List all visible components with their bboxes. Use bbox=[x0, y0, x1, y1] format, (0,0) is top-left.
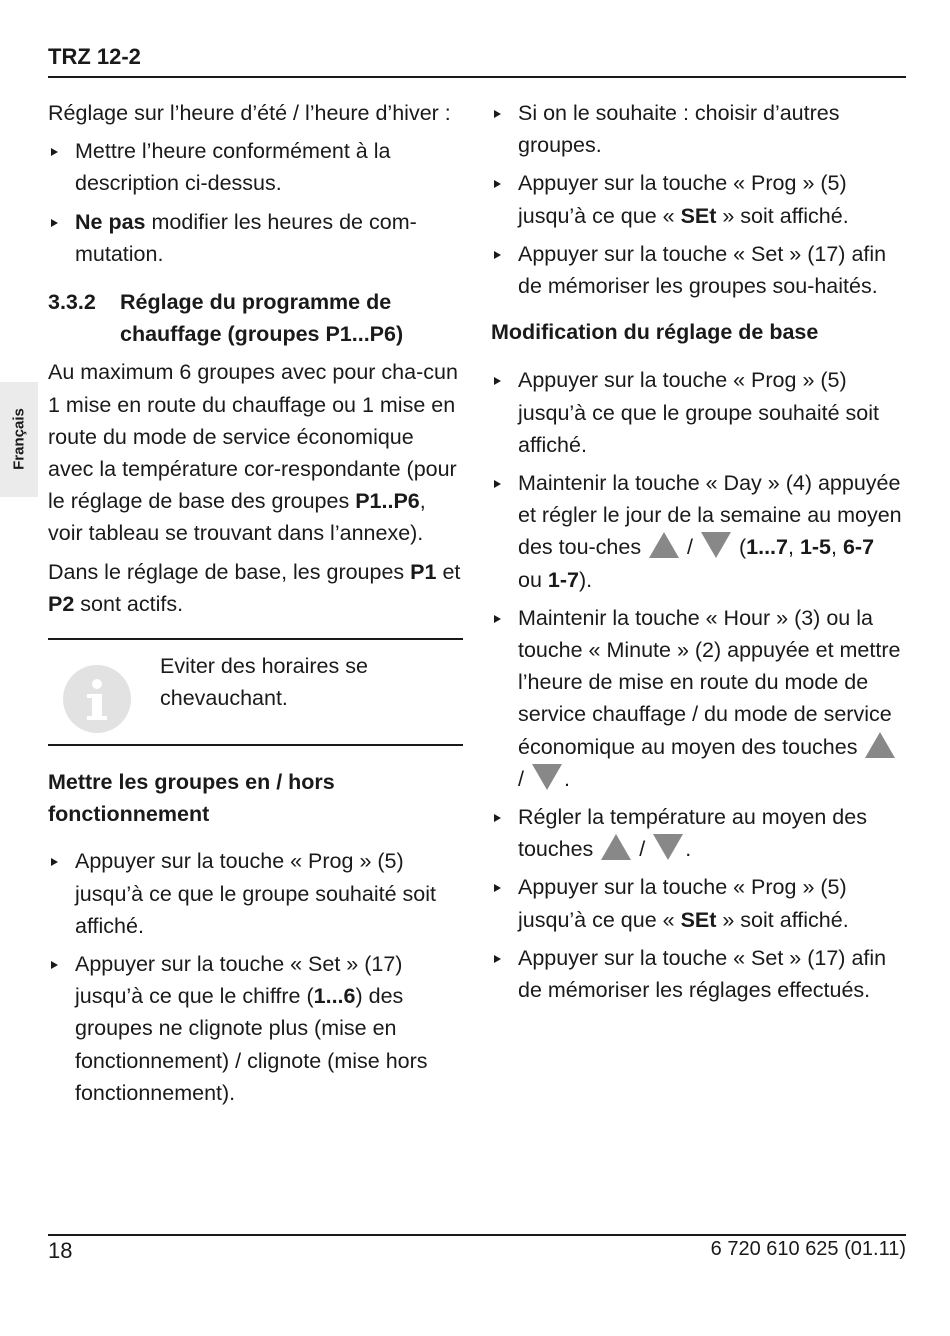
list-item: Mettre l’heure conformément à la description ci-dessus. bbox=[48, 135, 463, 199]
list-item: Si on le souhaite : choisir d’autres groupes. bbox=[491, 97, 903, 161]
document-number: 6 720 610 625 (01.11) bbox=[710, 1238, 906, 1260]
header-rule bbox=[48, 76, 906, 78]
language-tab-label: Français bbox=[10, 408, 28, 470]
list-item: Régler la température au moyen des touches / . bbox=[491, 801, 903, 865]
info-icon bbox=[63, 665, 131, 733]
list-item: Appuyer sur la touche « Set » (17) afin de mémoriser les groupes sou-haités. bbox=[491, 238, 903, 302]
list-item: Maintenir la touche « Day » (4) appuyée et régler le jour de la semaine au moyen des tou-ches / (1...7, 1-5, 6-7 ou 1-7). bbox=[491, 467, 903, 596]
right-column bbox=[491, 97, 903, 1012]
list-item: Appuyer sur la touche « Set » (17) afin de mémoriser les réglages effectués. bbox=[491, 942, 903, 1006]
paragraph: Au maximum 6 groupes avec pour cha-cun 1 mise en route du chauffage ou 1 mise en route du mode de service économique avec la température cor-respondante (pour le réglage de base des groupes P1..P6, voir tableau se trouvant dans l’annexe). bbox=[48, 360, 458, 546]
list-item: Ne pas modifier les heures de com-mutation. bbox=[48, 206, 463, 270]
arrow-down-icon bbox=[653, 834, 683, 860]
header-title: TRZ 12-2 bbox=[48, 44, 141, 69]
arrow-up-icon bbox=[649, 532, 679, 558]
page-number: 18 bbox=[48, 1238, 73, 1263]
list-item: Appuyer sur la touche « Prog » (5) jusqu’à ce que le groupe souhaité soit affiché. bbox=[48, 845, 463, 942]
list-item: Maintenir la touche « Hour » (3) ou la touche « Minute » (2) appuyée et mettre l’heure de mise en route du mode de service chauffage / du mode de service économique au moyen des touches / . bbox=[491, 602, 903, 795]
footer-rule bbox=[48, 1234, 906, 1236]
subheading: Mettre les groupes en / hors fonctionnement bbox=[48, 770, 335, 827]
intro-text: Réglage sur l’heure d’été / l’heure d’hiver : bbox=[48, 101, 451, 125]
list-item: Appuyer sur la touche « Prog » (5) jusqu’à ce que « SEt » soit affiché. bbox=[491, 167, 903, 231]
section-number: 3.3.2 bbox=[48, 290, 96, 315]
arrow-up-icon bbox=[865, 732, 895, 758]
info-note bbox=[48, 638, 463, 746]
arrow-down-icon bbox=[701, 532, 731, 558]
list-item: Appuyer sur la touche « Set » (17) jusqu’à ce que le chiffre (1...6) des groupes ne clignote plus (mise en fonctionnement) / clignote (mise hors fonctionnement). bbox=[48, 948, 463, 1109]
section-title: Réglage du programme de chauffage (groupes P1...P6) bbox=[120, 290, 404, 347]
list-item: Appuyer sur la touche « Prog » (5) jusqu’à ce que le groupe souhaité soit affiché. bbox=[491, 364, 903, 461]
info-note-text: Eviter des horaires se chevauchant. bbox=[160, 654, 368, 711]
subheading: Modification du réglage de base bbox=[491, 320, 819, 345]
language-tab bbox=[0, 382, 38, 497]
paragraph: Dans le réglage de base, les groupes P1 et P2 sont actifs. bbox=[48, 559, 461, 616]
arrow-up-icon bbox=[601, 834, 631, 860]
section-heading bbox=[48, 286, 463, 350]
arrow-down-icon bbox=[532, 764, 562, 790]
list-item: Appuyer sur la touche « Prog » (5) jusqu’à ce que « SEt » soit affiché. bbox=[491, 871, 903, 935]
left-column bbox=[48, 97, 463, 1115]
